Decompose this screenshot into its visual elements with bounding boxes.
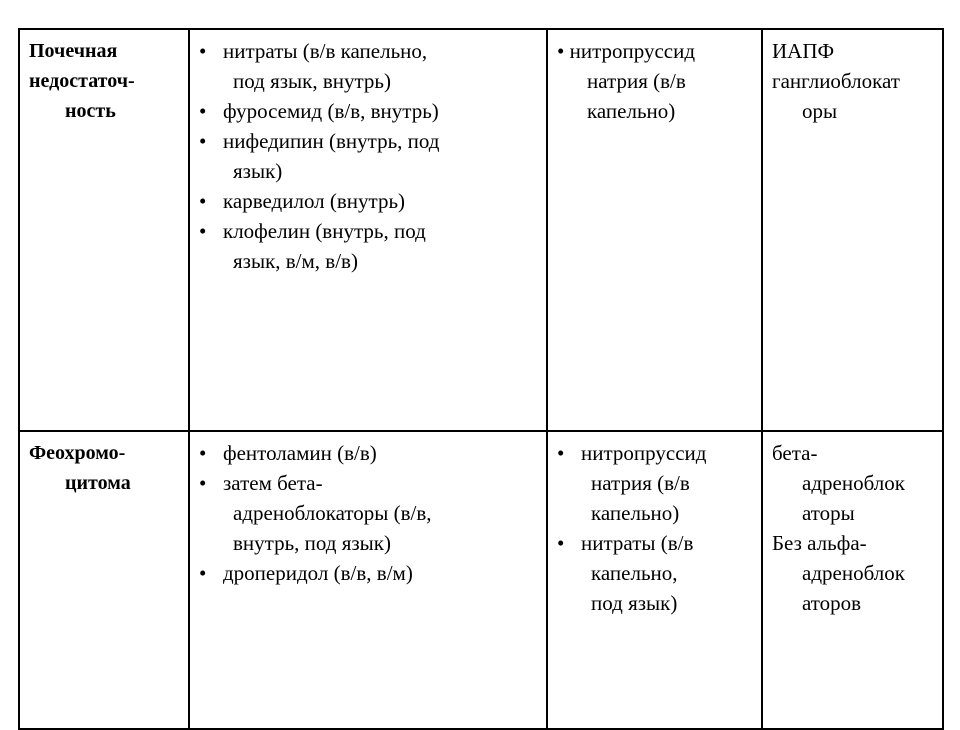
diagnosis-line: Феохромо- (29, 442, 126, 464)
contra-cell (762, 29, 943, 431)
list-item: • фентоламин (в/в) (199, 438, 538, 468)
list-item: • нифедипин (внутрь, под язык) (199, 126, 538, 186)
bullet-icon: • (557, 441, 565, 465)
contra-line: оры (802, 99, 838, 123)
drugs-cell (189, 29, 547, 431)
contra-cell (762, 431, 943, 729)
contra-line: ганглиоблокат (772, 69, 900, 93)
contra-line: бета- (772, 441, 818, 465)
bullet-icon: • (199, 189, 207, 213)
reserve-cell (547, 29, 762, 431)
list-item: • нитраты (в/в капельно, под язык) (557, 528, 753, 618)
list-item: • дроперидол (в/в, в/м) (199, 558, 538, 588)
drugs-cell (189, 431, 547, 729)
bullet-icon: • (199, 129, 207, 153)
list-item: • карведилол (внутрь) (199, 186, 538, 216)
diagnosis-cell (19, 29, 189, 431)
list-item: • клофелин (внутрь, под язык, в/м, в/в) (199, 216, 538, 276)
bullet-icon: • (199, 99, 207, 123)
bullet-icon: • (199, 39, 207, 63)
contra-line: аторов (802, 591, 862, 615)
list-item: • нитраты (в/в капельно, под язык, внутрь) (199, 36, 538, 96)
list-item: • фуросемид (в/в, внутрь) (199, 96, 538, 126)
diagnosis-line: Почечная (29, 40, 118, 62)
list-item: • нитропруссид натрия (в/в капельно) (557, 438, 753, 528)
contra-line: адреноблок (802, 471, 905, 495)
bullet-icon: • (199, 471, 207, 495)
diagnosis-cell (19, 431, 189, 729)
bullet-icon: • (557, 531, 565, 555)
contra-line: ИАПФ (772, 39, 835, 63)
table-row (19, 431, 943, 729)
reserve-line: • нитропруссид (557, 39, 696, 63)
list-item: • затем бета- адреноблокаторы (в/в, внутрь, под язык) (199, 468, 538, 558)
bullet-icon: • (557, 39, 565, 63)
reserve-line: натрия (в/в (587, 69, 686, 93)
bullet-icon: • (199, 219, 207, 243)
drug-table (18, 28, 944, 730)
contra-line: Без альфа- (772, 531, 867, 555)
contra-line: аторы (802, 501, 855, 525)
bullet-icon: • (199, 561, 207, 585)
contra-line: адреноблок (802, 561, 905, 585)
diagnosis-line: недостаточ- (29, 70, 135, 92)
table-row (19, 29, 943, 431)
reserve-cell (547, 431, 762, 729)
diagnosis-line: ность (65, 100, 116, 122)
bullet-icon: • (199, 441, 207, 465)
diagnosis-line: цитома (65, 472, 131, 494)
reserve-line: капельно) (587, 99, 676, 123)
